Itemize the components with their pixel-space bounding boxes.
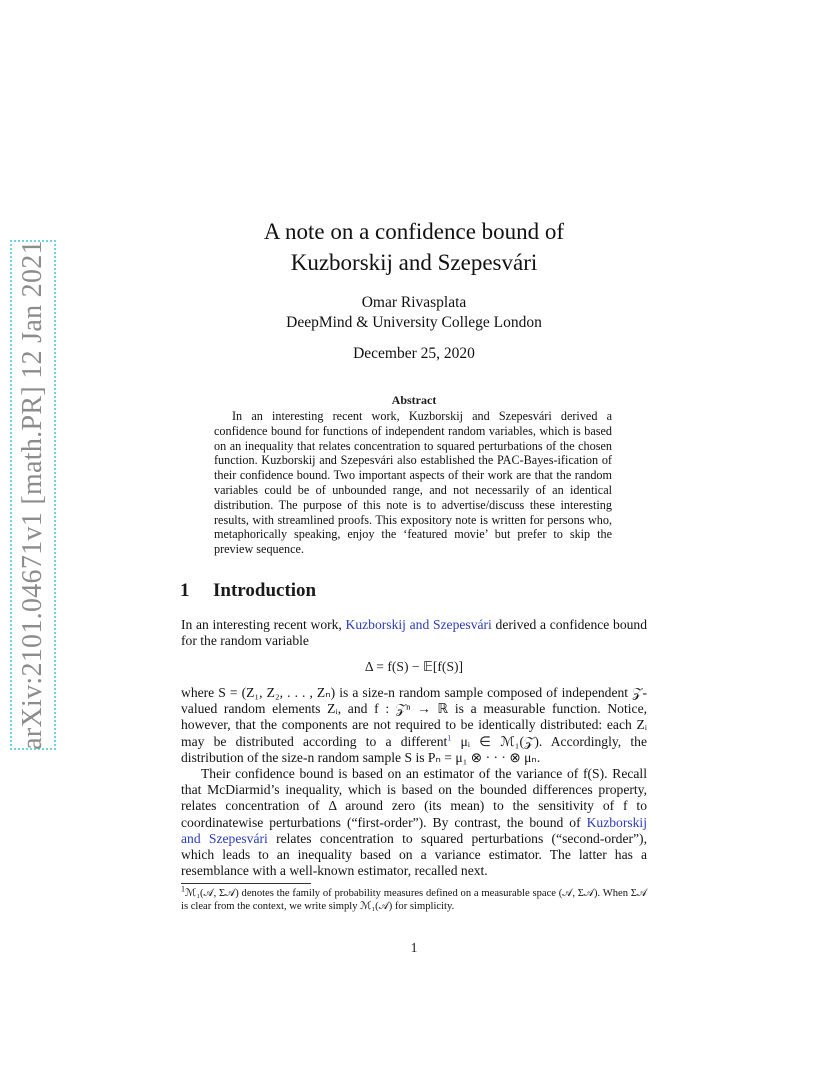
intro-text-2a: where S = (Z₁, Z₂, . . . , Zₙ) is a size-n random sample composed of independent 𝒵-valued random elements Zᵢ, and f : 𝒵ⁿ → ℝ is a measurable function. Notice, however, that the components are not required to be identically distributed: each Zᵢ may be distributed according to a different [181, 685, 647, 749]
intro-text-1b: derived a confidence bound for the random variable [181, 617, 648, 649]
section-number: 1 [180, 580, 190, 601]
title-line-2: Kuzborskij and Szepesvári [290, 250, 538, 275]
title-line-1: A note on a confidence bound of [263, 219, 565, 244]
paper-date: December 25, 2020 [353, 345, 475, 362]
author-affiliation: DeepMind & University College London [286, 314, 542, 331]
intro-text-3a: Their confidence bound is based on an estimator of the variance of f(S). Recall that McDiarmid’s inequality, which is based on the bounded differences property, relates concentration of Δ around zero (its mean) to the sensitivity of f to coordinatewise perturbations (“first-order”). By contrast, the bound of [181, 766, 647, 830]
intro-paragraph-3 [181, 766, 647, 879]
author-name: Omar Rivasplata [361, 294, 467, 311]
arxiv-identifier[interactable]: arXiv:2101.04671v1 [math.PR] 12 Jan 2021 [17, 240, 48, 750]
footnote-reference[interactable]: 1 [447, 733, 452, 743]
footnote-text: ℳ₁(𝒜, Σ𝒜) denotes the family of probability measures defined on a measurable space (𝒜, Σ𝒜). When Σ𝒜 is clear from the context, we write simply ℳ₁(𝒜) for simplicity. [181, 888, 647, 912]
paper-title [180, 216, 648, 278]
intro-paragraph-2 [181, 685, 647, 879]
display-equation: Δ = f(S) − 𝔼[f(S)] [364, 659, 464, 674]
abstract-text: In an interesting recent work, Kuzborskij and Szepesvári derived a confidence bound for functions of independent random variables, which is based on an inequality that relates concentration to squared perturbations of the chosen function. Kuzborskij and Szepesvári also established the PAC-Bayes-ification of their confidence bound. Two important aspects of their work are that the random variables could be of unbounded range, and not necessarily of an identical distribution. The purpose of this note is to advertise/discuss these interesting results, with streamlined proofs. This expository note is written for persons who, metaphorically speaking, enjoy the ‘featured movie’ but prefer to skip the preview sequence. [214, 409, 612, 557]
abstract-heading: Abstract [391, 393, 437, 407]
footnote-rule [181, 883, 311, 884]
intro-text-2b: μᵢ ∈ ℳ₁(𝒵). Accordingly, the distribution of the size-n random sample S is Pₙ = μ₁ ⊗ · · · ⊗ μₙ. [181, 733, 647, 765]
intro-text-1a: In an interesting recent work, [181, 617, 346, 632]
section-heading [180, 580, 316, 602]
intro-text-3b: relates concentration to squared perturbations (“second-order”), which leads to an inequality based on a variance estimator. The latter has a resemblance with a well-known estimator, recalled next. [181, 830, 647, 879]
citation-link-2[interactable]: Kuzborskij and Szepesvári [181, 814, 647, 846]
page-number: 1 [410, 940, 418, 955]
footnote-mark: 1 [181, 884, 185, 894]
intro-paragraph-1 [181, 617, 647, 649]
arxiv-stamp [10, 240, 56, 750]
section-title: Introduction [213, 580, 317, 601]
footnote [181, 884, 647, 913]
citation-link[interactable]: Kuzborskij and Szepesvári [345, 617, 492, 632]
